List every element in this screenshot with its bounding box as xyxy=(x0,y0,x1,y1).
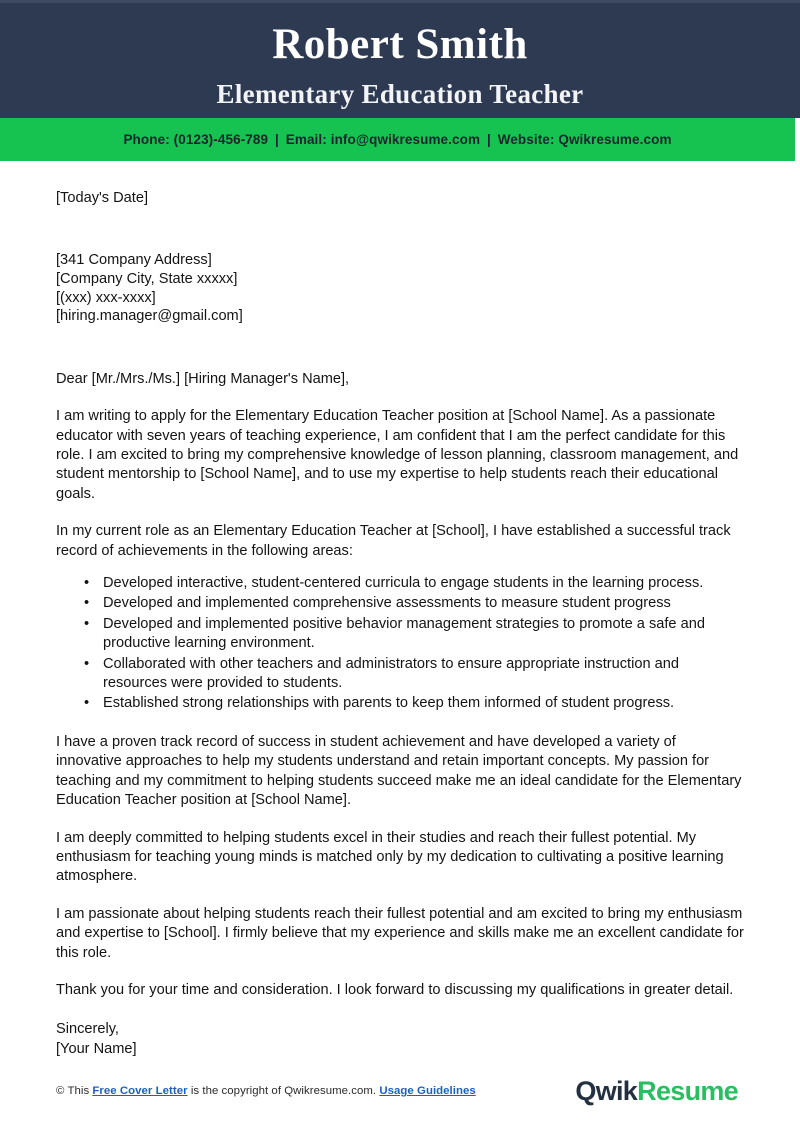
bullet-icon: • xyxy=(84,575,90,592)
footer-text-before: This xyxy=(67,1085,90,1097)
paragraph-3: I have a proven track record of success in student achievement and have developed a variety of innovative approaches to help my students understand and retain important concepts. My passion for teaching and my commitment to helping students succeed make me an ideal candidate for the Elementary Education Teacher position at [School Name]. xyxy=(56,733,742,809)
list-item xyxy=(56,615,744,654)
list-item-text: Established strong relationships with parents to keep them informed of student progress. xyxy=(103,695,675,712)
list-item-text: Developed interactive, student-centered curricula to engage students in the learning process. xyxy=(103,575,704,592)
paragraph-6: Thank you for your time and consideration. I look forward to discussing my qualifications in greater detail. xyxy=(56,981,734,998)
footer-copyright xyxy=(56,1085,476,1097)
applicant-name: Robert Smith xyxy=(272,21,528,68)
contact-separator-1: | xyxy=(274,132,279,147)
logo-text-qwik: Qwik xyxy=(575,1075,638,1106)
salutation: Dear [Mr./Mrs./Ms.] [Hiring Manager's Name], xyxy=(56,370,350,387)
list-item xyxy=(56,694,744,713)
achievements-list xyxy=(56,561,744,714)
list-item-text: Developed and implemented comprehensive assessments to measure student progress xyxy=(103,595,671,612)
bullet-icon: • xyxy=(84,655,90,672)
recipient-phone: [(xxx) xxx-xxxx] xyxy=(56,289,156,306)
recipient-email: [hiring.manager@gmail.com] xyxy=(56,308,243,325)
contact-bar xyxy=(0,118,795,161)
logo-text-resume: Resume xyxy=(637,1075,738,1106)
bullet-icon: • xyxy=(84,615,90,632)
list-item-text: Developed and implemented positive behavior management strategies to promote a safe and productive learning environment. xyxy=(103,615,705,652)
bullet-icon: • xyxy=(84,595,90,612)
phone-value: (0123)-456-789 xyxy=(173,132,269,147)
phone-label: Phone: xyxy=(123,132,170,147)
document-header xyxy=(0,0,800,118)
paragraph-4: I am deeply committed to helping students excel in their studies and reach their fullest potential. My enthusiasm for teaching young minds is matched only by my dedication to cultivating a positive learning atmosphere. xyxy=(56,829,724,885)
qwikresume-logo[interactable] xyxy=(575,1076,744,1107)
list-item xyxy=(56,594,744,613)
list-item-text: Collaborated with other teachers and administrators to ensure appropriate instruction and resources were provided to students. xyxy=(103,655,679,692)
paragraph-5: I am passionate about helping students reach their fullest potential and am excited to bring my enthusiasm and expertise to [School]. I firmly believe that my experience and skills make me an excellent candidate for this role. xyxy=(56,905,744,961)
signature-name: [Your Name] xyxy=(56,1040,137,1057)
letter-body xyxy=(0,161,800,1059)
contact-line xyxy=(123,132,671,147)
free-cover-letter-link[interactable]: Free Cover Letter xyxy=(92,1085,188,1097)
document-footer xyxy=(0,1050,800,1132)
date-line: [Today's Date] xyxy=(56,190,149,206)
paragraph-1: I am writing to apply for the Elementary Education Teacher position at [School Name]. As a passionate educator with seven years of teaching experience, I am confident that I am the perfect candidate for this role. I am excited to bring my comprehensive knowledge of lesson planning, classroom management, and student mentorship to [School Name], and to use my expertise to help students reach their educational goals. xyxy=(56,408,739,502)
bullet-icon: • xyxy=(84,695,90,712)
paragraph-2: In my current role as an Elementary Education Teacher at [School], I have established a successful track record of achievements in the following areas: xyxy=(56,523,731,559)
footer-text-middle: is the copyright of Qwikresume.com. xyxy=(190,1085,377,1097)
closing-salutation: Sincerely, xyxy=(56,1021,119,1038)
recipient-address-line2: [Company City, State xxxxx] xyxy=(56,270,238,287)
recipient-address-block xyxy=(56,208,744,326)
list-item xyxy=(56,655,744,694)
copyright-icon: © xyxy=(56,1085,65,1097)
applicant-job-title: Elementary Education Teacher xyxy=(216,79,584,109)
recipient-address-line1: [341 Company Address] xyxy=(56,252,212,269)
website-label: Website: xyxy=(497,132,555,147)
usage-guidelines-link[interactable]: Usage Guidelines xyxy=(379,1085,476,1097)
list-item xyxy=(56,574,744,593)
website-value[interactable]: Qwikresume.com xyxy=(558,132,672,147)
contact-separator-2: | xyxy=(486,132,491,147)
email-label: Email: xyxy=(285,132,327,147)
email-value[interactable]: info@qwikresume.com xyxy=(330,132,481,147)
